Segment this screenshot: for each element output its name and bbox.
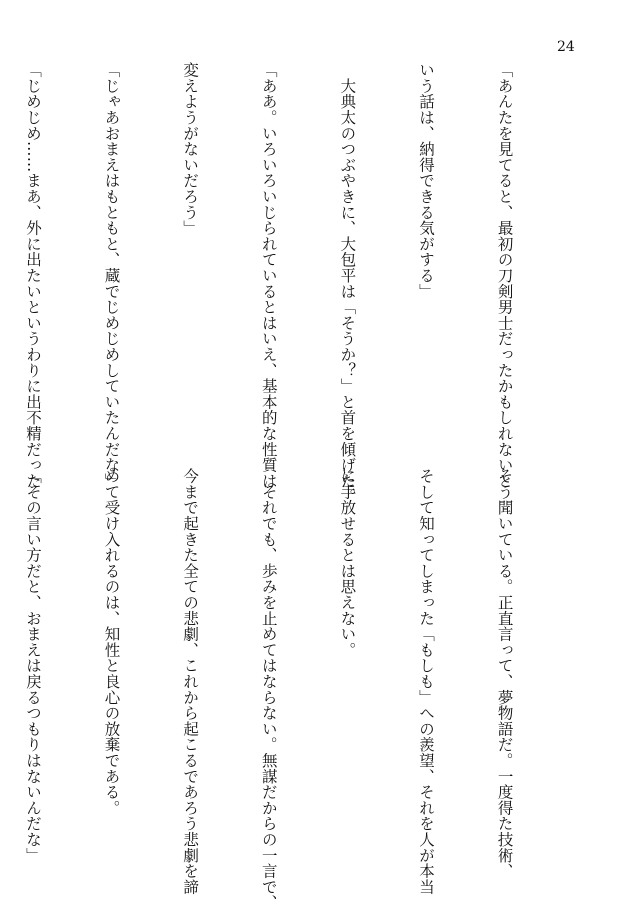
- upper-text-block: [23, 62, 570, 505]
- lower-text-block: [23, 468, 570, 910]
- page-number: 24: [557, 39, 575, 55]
- text-line: そう聞いている。正直言って、夢物語だ。一度得た技術、: [495, 468, 514, 879]
- text-line: 「ああ。いろいろいじられているとはいえ、基本的な性質は: [259, 62, 278, 489]
- text-line: 「じゃあおまえはもともと、蔵でじめじめしていたんだな」: [102, 62, 121, 489]
- text-line: 「その言い方だと、おまえは戻るつもりはないんだな」: [23, 468, 42, 863]
- text-line: めて受け入れるのは、知性と良心の放棄である。: [102, 468, 121, 816]
- text-line: 今まで起きた全ての悲劇、これから起こるであろう悲劇を諦: [181, 468, 200, 895]
- text-line: に手放せるとは思えない。: [338, 468, 357, 658]
- text-line: 変えようがないだろう」: [181, 62, 200, 236]
- text-line: いう話は、納得できる気がする」: [416, 62, 435, 299]
- text-line: それでも、歩みを止めてはならない。無謀だからの一言で、: [259, 468, 278, 910]
- text-line: そして知ってしまった「もしも」への羨望、それを人が本当: [416, 468, 435, 895]
- text-line: 「じめじめ……まあ、外に出たいというわりに出不精だった: [23, 62, 42, 489]
- text-line: 「あんたを見てると、最初の刀剣男士だったかもしれないと: [495, 62, 514, 489]
- text-line: 大典太のつぶやきに、大包平は「そうか？」と首を傾げた。: [338, 62, 357, 505]
